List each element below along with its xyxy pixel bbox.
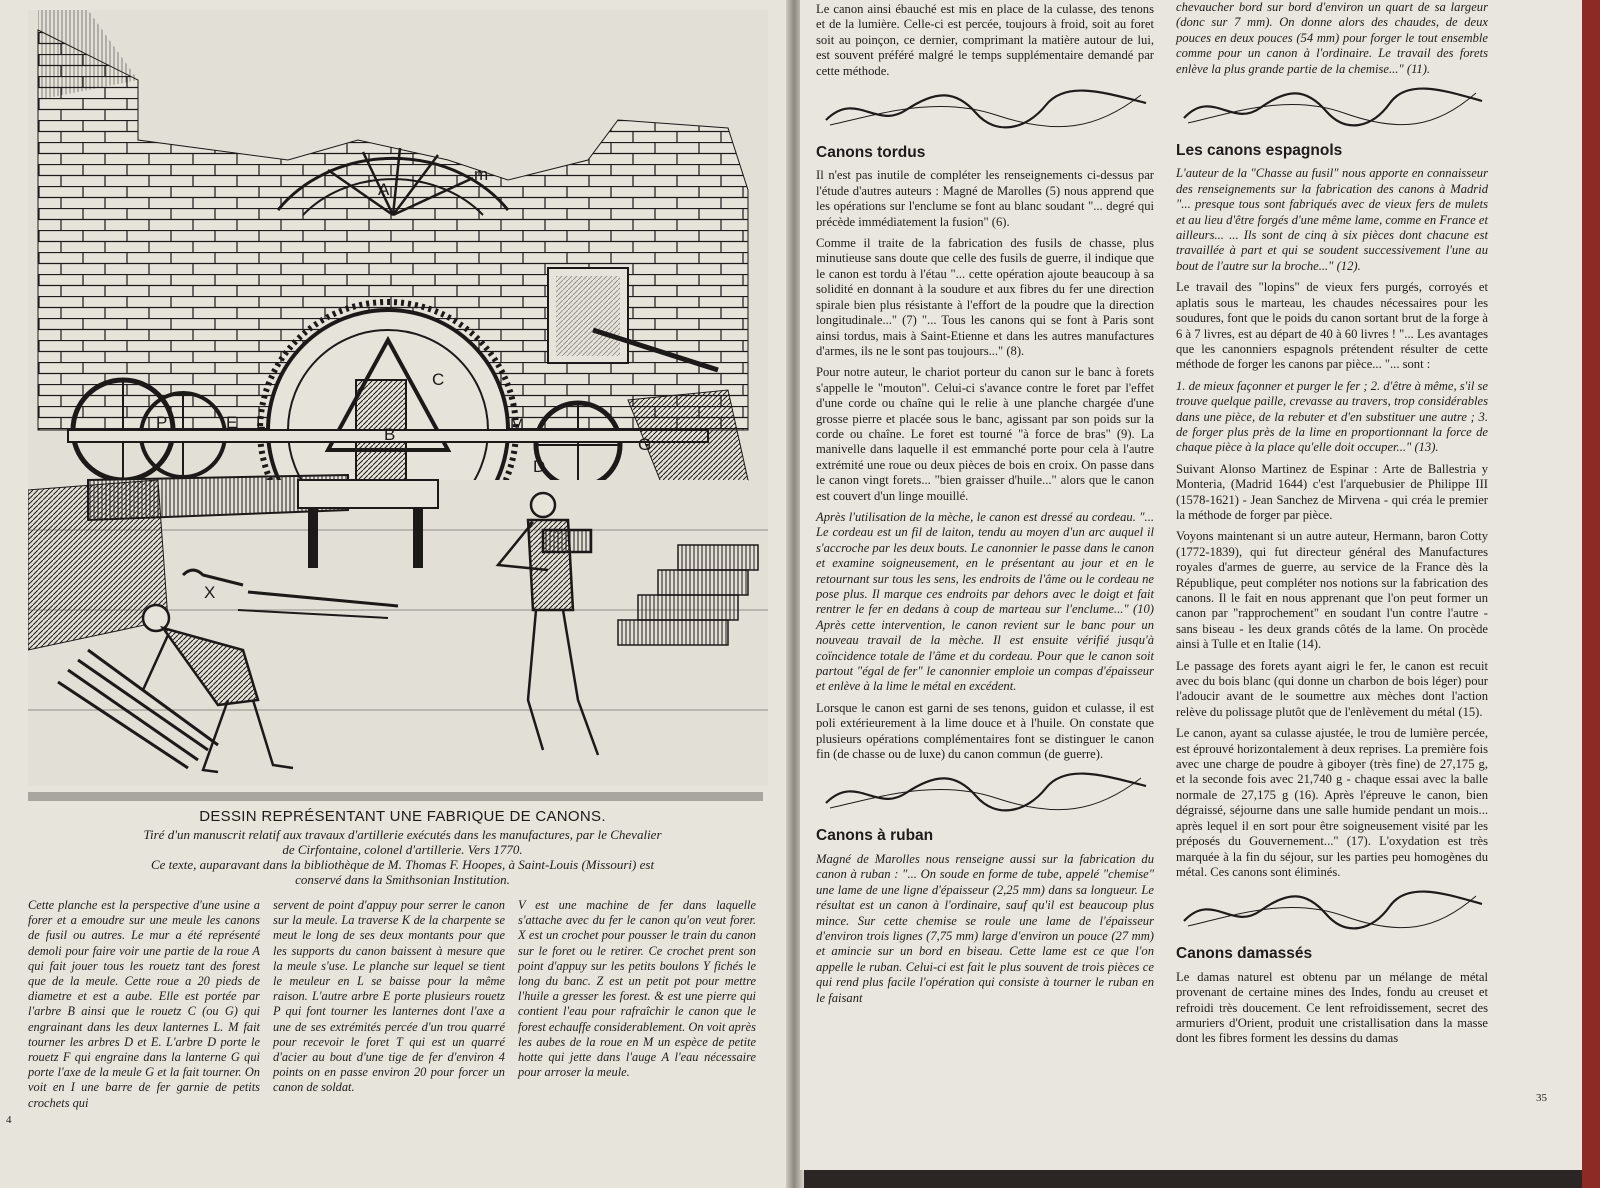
paragraph: Lorsque le canon est garni de ses tenons, guidon et culasse, il est poli extérieurement à la lime douce et à l'huile. On constate que plusieurs opérations complémentaires font se distinguer le canon fin (de chasse ou de luxe) du canon commun (de guerre). xyxy=(816,700,1154,762)
paragraph: Pour notre auteur, le chariot porteur du canon sur le banc à forets s'appelle le "mouton". Celui-ci s'avance contre le foret par l'effet d'une corde ou chaîne qui le relie à une planche chargée d'une grosse pierre et placée sous le banc, agissant par son poids sur la corde ou chaîne. Le foret est tourné "à force de bras" (9). La manivelle dans laquelle il est emmanché porte pour cela à l'autre extrémité une roue ou deux pièces de bois en croix. On passe dans le canon vingt forets... "bien graisser d'huile..." alors que le canon est couvert d'un linge mouillé. xyxy=(816,365,1154,503)
figure-letter-c: C xyxy=(432,370,445,389)
paragraph: Le damas naturel est obtenu par un mélange de métal provenant de certaine mines des Indes, fondu au creuset et refroidi très doucement. Ce lent refroidissement, secret des armuriers d'Orient, produit une cristallisation dans la masse dont les fibres forment les dessins du damas xyxy=(1176,969,1488,1046)
figure-letter-a: A xyxy=(378,180,390,199)
legend-columns xyxy=(28,898,763,1138)
caption-line: conservé dans la Smithsonian Institution. xyxy=(295,872,510,887)
figure-letter-m: M xyxy=(510,415,525,434)
paragraph: Le canon, ayant sa culasse ajustée, le trou de lumière percée, est éprouvé horizontalement à deux reprises. La première fois avec une charge de poudre à giboyer (très fine) de 27,175 g, et la seconde fois avec 21,740 g - chaque essai avec la balle normale de 27,175 g (16). Après l'épreuve le canon, bien dégraissé, séjourne dans une salle humide pendant un mois... après lequel il en sort pour être soigneusement visité par les préposés du Gouvernement..." (17). L'oxydation est très marquée à la fin du séjour, sur les parties peu homogènes du métal. Ces canons sont éliminés. xyxy=(1176,726,1488,879)
page-number-right: 35 xyxy=(1536,1092,1547,1104)
page-number-left: 4 xyxy=(6,1114,12,1126)
figure-letter-d: D xyxy=(533,457,546,476)
figure-letter-g: G xyxy=(638,435,652,454)
paragraph: Le passage des forets ayant aigri le fer, le canon est recuit avec du bois blanc (qui donne un charbon de bois léger) pour l'adoucir avant de le soumettre aux mèches dont l'action relève du polissage plutôt que de l'enlèvement du métal (15). xyxy=(1176,658,1488,719)
legend-column-3: V est une machine de fer dans laquelle s'attache avec du fer le canon qu'on veut forer. X est un crochet pour pousser le train du canon sur le foret ou le retirer. Ce crochet prent son point d'appuy sur les petits boulons Y fichés le long du banc. Z est un petit pot pour mettre l'huile a gresser les forest. & est une pierre qui contient l'eau pour rafraîchir le canon que le forest echauffe considerablement. On voit après les aubes de la roue en M un espèce de petite hotte qui jette dans l'auge A l'eau nécessaire pour arroser la meule. xyxy=(518,898,756,1080)
paragraph: Magné de Marolles nous renseigne aussi sur la fabrication du canon à ruban : "... On soude en forme de tube, appelé "chemise" une lame de une ligne d'épaisseur (2,25 mm) dans sa longueur. Le résultat est un canon à l'ordinaire, sauf qu'il est beaucoup plus mince. Sur cette chemise se roule une lame de l'épaisseur d'environ trois lignes (7,75 mm) large d'environ un pouce (27 mm) et amincie sur un bord en biseau. Cette lame est ce que l'on appelle le ruban. Celui-ci est fait le plus souvent de trois pièces ce qui rend plus facile l'opération qui consiste à tourner le ruban en le faisant xyxy=(816,851,1154,1005)
paragraph: 1. de mieux façonner et purger le fer ; 2. d'être à même, s'il se trouve quelque paille, crevasse au travers, trop considérables dans une pièce, de la rebuter et d'en substituer une autre ; 3. de forger plus près de la lime en proportionnant la force de chaque pièce à la place qu'elle doit occuper..." (13). xyxy=(1176,378,1488,455)
engraving-drawing xyxy=(28,10,768,786)
paragraph: Comme il traite de la fabrication des fusils de chasse, plus minutieuse sans doute que celle des fusils de guerre, il indique que le canon est tordu à l'étau "... cette opération ajoute beaucoup à sa solidité en donnant à la soudure et aux fibres du fer une direction spirale bien plus résistante à l'effort de la poudre que la direction longitudinale..." (7) "... Tous les canons qui se font à Paris sont ainsi tordus, mais à Saint-Etienne et dans les autres manufactures d'armes, ils ne le sont pas toujours..." (8). xyxy=(816,236,1154,358)
paragraph: Le travail des "lopins" de vieux fers purgés, corroyés et aplatis sous le marteau, les chaudes nécessaires pour les soudures, font que le poids du canon sortant brut de la forge à 6 à 7 livres, est au départ de 40 à 60 livres ! "... Les avantages que les canonniers espagnols prétendent résulter de cette méthode de forger les canons par pièce... "... sont : xyxy=(1176,280,1488,372)
calligraphic-ornament xyxy=(1176,886,1488,936)
caption-line: Ce texte, auparavant dans la bibliothèque de M. Thomas F. Hoopes, à Saint-Louis (Missouri) est xyxy=(150,857,655,872)
heading-canons-damasses: Canons damassés xyxy=(1176,945,1313,963)
right-column-2 xyxy=(1176,0,1488,1053)
calligraphic-ornament xyxy=(1176,83,1488,133)
caption-title: DESSIN REPRÉSENTANT UNE FABRIQUE DE CANONS. xyxy=(199,808,606,825)
heading-canons-tordus: Canons tordus xyxy=(816,144,926,162)
figure-letter-l: L xyxy=(256,413,266,432)
figure-letter-x: X xyxy=(204,583,216,602)
book-cover-edge xyxy=(1582,0,1600,1188)
paragraph: Suivant Alonso Martinez de Espinar : Arte de Ballestria y Monteria, (Madrid 1644) c'est l'arquebusier de Philippe III (1578-1621) - Jean Sanchez de Mirvena - qui créa le premier la méthode de forger par pièce. xyxy=(1176,461,1488,522)
figure-letter-b: B xyxy=(384,425,396,444)
figure-caption xyxy=(40,808,765,887)
heading-canons-a-ruban: Canons à ruban xyxy=(816,827,934,845)
cannon-factory-illustration xyxy=(28,10,768,786)
paragraph: Il n'est pas inutile de compléter les renseignements ci-dessus par l'étude d'autres auteurs : Magné de Marolles (5) nous apprend que les opérations sur l'enclume se font au blanc soudant "... degré qui précède immédiatement la fusion" (6). xyxy=(816,168,1154,229)
paragraph: chevaucher bord sur bord d'environ un quart de sa largeur (donc sur 7 mm). On donne alors des chaudes, de deux pouces en deux pouces (54 mm) pour forger le tout ensemble comme pour un canon à l'ordinaire. Le travail des forets enlève la plus grande partie de la chemise..." (11). xyxy=(1176,0,1488,76)
caption-line: de Cirfontaine, colonel d'artillerie. Vers 1770. xyxy=(282,842,523,857)
right-column-1 xyxy=(816,2,1154,1012)
legend-column-1: Cette planche est la perspective d'une usine a forer et a emoudre sur une meule les canons de fusil ou autres. Le mur a été représenté demoli pour faire voir une partie de la roue A qui fait jouer tous les rouetz tant des forest que de la meule. Cette roue a 20 pieds de diametre et est a aube. Elle est portée par l'arbre B ainsi que le rouetz C (ou G) qui engrainant dans les deux lanternes L. M fait tourner les arbres D et E. L'arbre D porte le rouetz F qui engraine dans la lanterne G qui porte l'axe de la meule G et la fait tourner. On voit en I une barre de fer garnie de petits crochets qui xyxy=(28,898,260,1110)
heading-canons-espagnols: Les canons espagnols xyxy=(1176,142,1343,160)
caption-line: Tiré d'un manuscrit relatif aux travaux d'artillerie exécutés dans les manufactures, par le Chevalier xyxy=(143,827,662,842)
left-page xyxy=(0,0,790,1188)
figure-letter-m-small: m xyxy=(474,165,489,184)
legend-column-2: servent de point d'appuy pour serrer le canon sur la meule. La traverse K de la charpente se meut le long de ses deux montants pour que les supports du canon baissent à mesure que la meule s'use. Le planche sur lequel se tient le meuleur en L se baisse pour la même raison. L'autre arbre E porte plusieurs rouetz P qui font tourner les lanternes dont l'axe a une de ses extrémités percée d'un trou quarré pour recevoir le foret T qui est un quarré d'acier au bout d'une tige de fer d'environ 4 points on en passe environ 20 pour forcer un canon de soldat. xyxy=(273,898,505,1095)
paragraph: Le canon ainsi ébauché est mis en place de la culasse, des tenons et de la lumière. Celle-ci est percée, toujours à froid, soit au foret soit au poinçon, ce dernier, comprimant la matière autour de lui, est souvent préféré malgré le temps supplémentaire demandé par cette méthode. xyxy=(816,2,1154,78)
figure-letter-e: E xyxy=(226,413,238,432)
figure-letter-p: P xyxy=(156,413,168,432)
right-page xyxy=(800,0,1582,1170)
paragraph: Après l'utilisation de la mèche, le canon est dressé au cordeau. "... Le cordeau est un fil de laiton, tendu au moyen d'un arc auquel il s'accroche par les deux bouts. Le canonnier le passe dans le canon et examine soigneusement, en le présentant au jour et en le retournant sur tous les sens, les endroits de l'âme ou le cordeau ne pose plus. Il marque ces endroits par dehors avec le doigt et fait rentrer le fer en dedans à coup de marteau sur l'enclume..." (10) Après cette intervention, le canon revient sur le banc pour un nouveau travail de la mèche. Il est ensuite vérifié jusqu'à coïncidence totale de l'âme et du cordeau. Pour que le canon soit partout "égal de fer" le canonnier emploie un compas d'épaisseur et enlève à la lime le métal en excédent. xyxy=(816,509,1154,694)
calligraphic-ornament xyxy=(816,85,1154,135)
paragraph: Voyons maintenant si un autre auteur, Hermann, baron Cotty (1772-1839), qui fut directeur général des Manufactures royales d'armes de guerre, au service de la France dès la République, peut compléter nos notions sur la fabrication des canons. Il le fait en nous apprenant que l'on peut former un canon par "rapprochement" en soudant l'un contre l'autre - sans biseau - les deux grands côtés de la lame. On procède ainsi à Tulle et en Italie (14). xyxy=(1176,529,1488,652)
paragraph: L'auteur de la "Chasse au fusil" nous apporte en connaisseur des renseignements sur la fabrication des canons à Madrid "... presque tous sont fabriqués avec de vieux fers de mulets et au lieu d'être forgés d'une même lame, comme en France et ailleurs... ... Ils sont de cinq à six pièces dont chacune est travaillée à part et qui se soudent successivement l'une au bout de l'autre sur la broche..." (12). xyxy=(1176,166,1488,273)
caption-rule xyxy=(28,792,763,801)
calligraphic-ornament xyxy=(816,768,1154,818)
